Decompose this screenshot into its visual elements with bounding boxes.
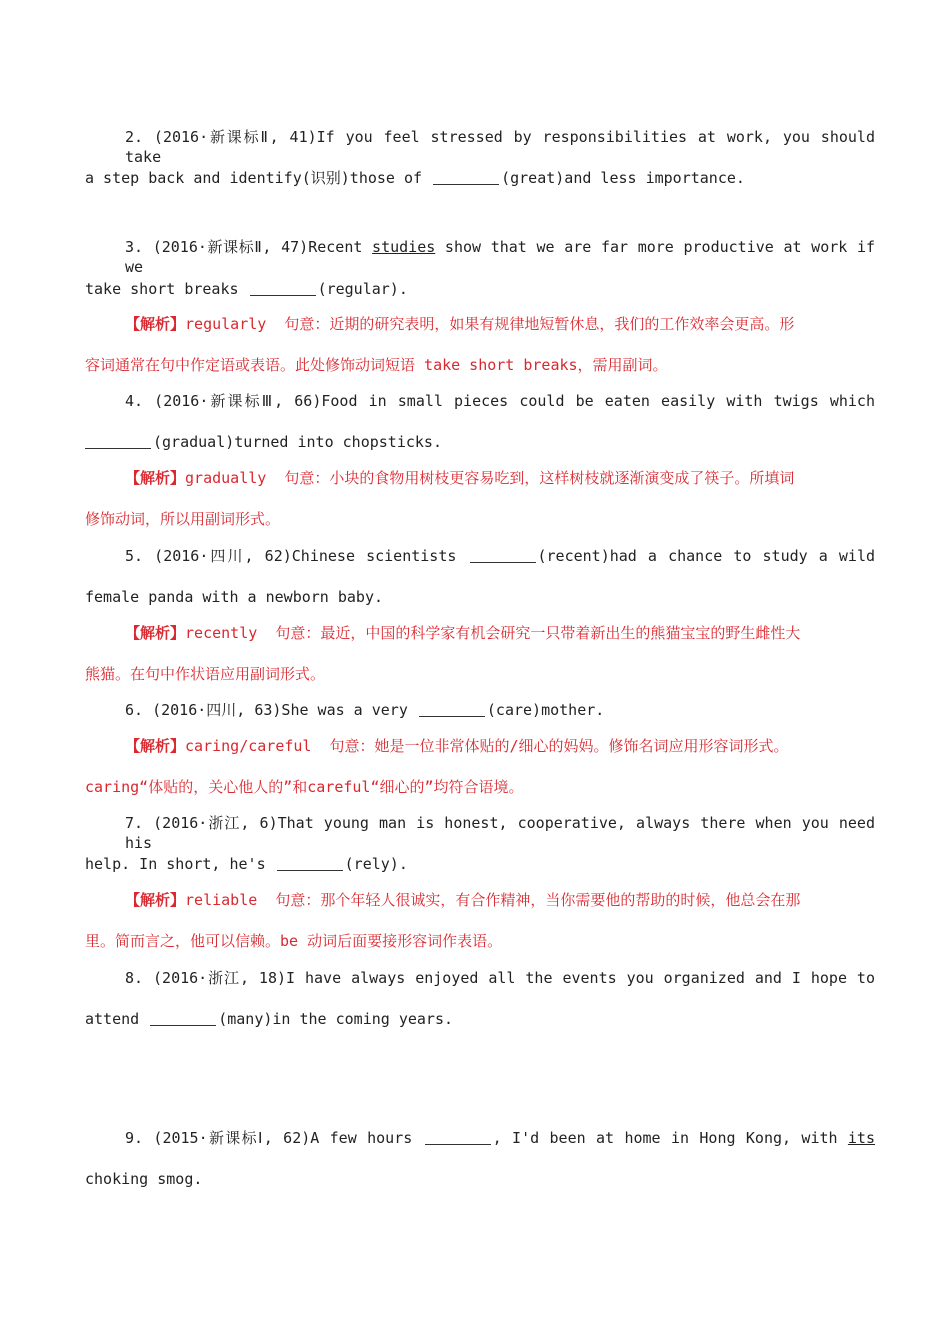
q7-text-b: (rely). — [344, 855, 408, 873]
q2-line1 — [125, 127, 875, 167]
answer-blank[interactable] — [250, 281, 316, 296]
analysis-label: 【解析】 — [125, 315, 186, 333]
q9-text-b: , I'd been at home in Hong Kong, with — [492, 1129, 848, 1147]
q6-analysis-line1 — [125, 736, 875, 756]
q3-analysis-line1 — [125, 314, 875, 334]
q3-line2 — [85, 279, 875, 299]
answer-blank[interactable] — [425, 1130, 491, 1145]
q5-analysis-line1 — [125, 623, 875, 643]
q8-line2 — [85, 1009, 875, 1029]
q7-analysis-line1 — [125, 890, 875, 910]
q5-text-c: female panda with a newborn baby. — [85, 588, 384, 606]
q6-line1 — [125, 700, 875, 720]
q8-text: 8. (2016·浙江, 18)I have always enjoyed all the events you organized and I hope to — [125, 969, 875, 987]
q6-text-a: 6. (2016·四川, 63)She was a very — [125, 701, 417, 719]
q5-text-a: 5. (2016·四川, 62)Chinese scientists — [125, 547, 468, 565]
analysis-text: regularly 句意：近期的研究表明，如果有规律地短暂休息，我们的工作效率会更高。形 — [185, 315, 795, 333]
q4-analysis-line2 — [85, 509, 875, 529]
analysis-text: recently 句意：最近，中国的科学家有机会研究一只带着新出生的熊猫宝宝的野生雌性大 — [185, 624, 801, 642]
q5-line2 — [85, 587, 875, 607]
q6-analysis-line2 — [85, 777, 875, 797]
analysis-label: 【解析】 — [125, 891, 186, 909]
q9-line1 — [125, 1128, 875, 1148]
q2-line2 — [85, 168, 875, 188]
analysis-text: caring/careful 句意：她是一位非常体贴的/细心的妈妈。修饰名词应用形容词形式。 — [185, 737, 789, 755]
q5-text-b: (recent)had a chance to study a wild — [537, 547, 876, 565]
q6-text-b: (care)mother. — [486, 701, 605, 719]
q5-line1 — [125, 546, 875, 566]
analysis-text: 容词通常在句中作定语或表语。此处修饰动词短语 take short breaks，需用副词。 — [85, 356, 668, 374]
answer-blank[interactable] — [277, 856, 343, 871]
answer-blank[interactable] — [150, 1011, 216, 1026]
answer-blank[interactable] — [433, 170, 499, 185]
q4-text-b: (gradual)turned into chopsticks. — [153, 433, 442, 451]
q2-text: 2. (2016·新课标Ⅱ, 41)If you feel stressed by responsibilities at work, you should take — [125, 128, 875, 166]
q4-analysis-line1 — [125, 468, 875, 488]
underlined-word: studies — [372, 238, 436, 256]
analysis-text: 里。简而言之，他可以信赖。be 动词后面要接形容词作表语。 — [85, 932, 503, 950]
q3-line1 — [125, 237, 875, 277]
q9-text-a: 9. (2015·新课标Ⅰ, 62)A few hours — [125, 1129, 423, 1147]
q3-text-c: take short breaks — [85, 280, 248, 298]
q7-text: 7. (2016·浙江, 6)That young man is honest, cooperative, always there when you need his — [125, 814, 875, 852]
q8-line1 — [125, 968, 875, 988]
q8-text-a: attend — [85, 1010, 149, 1028]
analysis-label: 【解析】 — [125, 737, 186, 755]
q4-line2 — [85, 432, 875, 452]
analysis-label: 【解析】 — [125, 469, 186, 487]
q2-text-b: (great)and less importance. — [501, 169, 745, 187]
q3-text-d: (regular). — [317, 280, 408, 298]
q7-line2 — [85, 854, 875, 874]
analysis-text: 熊猫。在句中作状语应用副词形式。 — [85, 665, 326, 683]
q4-line1 — [125, 391, 875, 411]
q3-text-b: show that we are far more productive at work if we — [125, 238, 876, 276]
q7-line1 — [125, 813, 875, 853]
q8-text-b: (many)in the coming years. — [218, 1010, 454, 1028]
q9-text-c: choking smog. — [85, 1170, 203, 1188]
analysis-label: 【解析】 — [125, 624, 186, 642]
q2-text-a: a step back and identify(识别)those of — [85, 169, 432, 187]
answer-blank[interactable] — [470, 548, 536, 563]
answer-blank[interactable] — [85, 434, 151, 449]
q3-text-a: 3. (2016·新课标Ⅱ, 47)Recent — [125, 238, 373, 256]
analysis-text: 修饰动词，所以用副词形式。 — [85, 510, 281, 528]
q4-text: 4. (2016·新课标Ⅲ, 66)Food in small pieces could be eaten easily with twigs which — [125, 392, 875, 410]
q3-analysis-line2 — [85, 355, 875, 375]
q7-analysis-line2 — [85, 931, 875, 951]
answer-blank[interactable] — [419, 702, 485, 717]
q9-line2 — [85, 1169, 875, 1189]
analysis-text: reliable 句意：那个年轻人很诚实，有合作精神，当你需要他的帮助的时候，他总会在那 — [185, 891, 801, 909]
analysis-text: gradually 句意：小块的食物用树枝更容易吃到，这样树枝就逐渐演变成了筷子。所填词 — [185, 469, 795, 487]
q7-text-a: help. In short, he's — [85, 855, 275, 873]
analysis-text: caring“体贴的，关心他人的”和careful“细心的”均符合语境。 — [85, 778, 524, 796]
q5-analysis-line2 — [85, 664, 875, 684]
underlined-word: its — [847, 1129, 875, 1147]
